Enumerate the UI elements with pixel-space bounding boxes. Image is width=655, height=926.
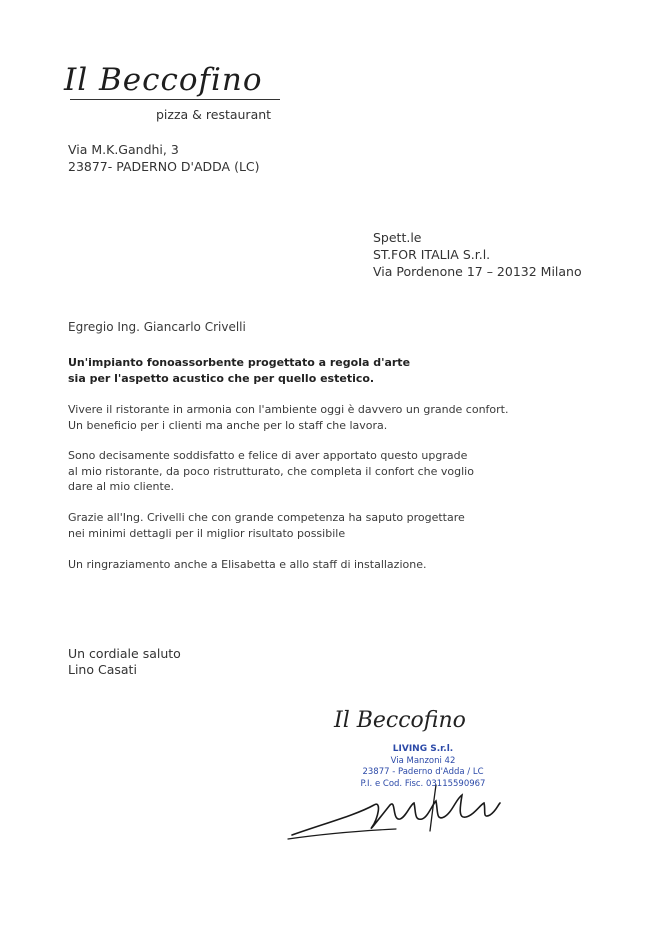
signer-name: Lino Casati bbox=[68, 662, 137, 677]
paragraph-3 bbox=[68, 510, 608, 541]
stamp-street: Via Manzoni 42 bbox=[390, 755, 456, 766]
paragraph-line: Sono decisamente soddisfatto e felice di aver apportato questo upgrade bbox=[68, 449, 468, 462]
logo-underline bbox=[70, 99, 280, 100]
paragraph-line: Grazie all'Ing. Crivelli che con grande competenza ha saputo progettare bbox=[68, 511, 465, 524]
letter-headline bbox=[68, 355, 608, 386]
recipient-company: ST.FOR ITALIA S.r.l. bbox=[373, 247, 491, 262]
paragraph-line: Un beneficio per i clienti ma anche per lo staff che lavora. bbox=[68, 418, 388, 432]
paragraph-4 bbox=[68, 557, 608, 573]
letter-greeting bbox=[68, 320, 608, 336]
paragraph-line: al mio ristorante, da poco ristrutturato, che completa il confort che voglio bbox=[68, 464, 474, 478]
stamp-logo: Il Beccofino bbox=[334, 708, 466, 733]
paragraph-line: Un ringraziamento anche a Elisabetta e allo staff di installazione. bbox=[68, 558, 427, 571]
company-stamp bbox=[338, 744, 508, 790]
restaurant-logo: Il Beccofino bbox=[64, 62, 263, 98]
paragraph-2 bbox=[68, 448, 608, 495]
stamp-city: 23877 - Paderno d'Adda / LC bbox=[362, 767, 484, 777]
paragraph-line: nei minimi dettagli per il miglior risultato possibile bbox=[68, 526, 346, 540]
greeting-text: Egregio Ing. Giancarlo Crivelli bbox=[68, 320, 246, 334]
stamp-company: LIVING S.r.l. bbox=[392, 744, 454, 754]
sender-address bbox=[68, 141, 260, 175]
headline-line: sia per l'aspetto acustico che per quello estetico. bbox=[68, 371, 375, 385]
recipient-salutation: Spett.le bbox=[373, 230, 422, 245]
sender-street: Via M.K.Gandhi, 3 bbox=[68, 142, 179, 157]
logo-tagline: pizza & restaurant bbox=[156, 107, 272, 122]
sender-city: 23877- PADERNO D'ADDA (LC) bbox=[68, 159, 260, 174]
recipient-address: Via Pordenone 17 – 20132 Milano bbox=[373, 264, 582, 279]
paragraph-line: Vivere il ristorante in armonia con l'ambiente oggi è davvero un grande confort. bbox=[68, 403, 509, 416]
closing-greeting: Un cordiale saluto bbox=[68, 646, 181, 661]
paragraph-1 bbox=[68, 402, 608, 433]
closing-block bbox=[68, 646, 181, 678]
headline-line: Un'impianto fonoassorbente progettato a regola d'arte bbox=[68, 356, 411, 369]
paragraph-line: dare al mio cliente. bbox=[68, 480, 175, 493]
stamp-tax-id: P.I. e Cod. Fisc. 03115590967 bbox=[360, 778, 486, 789]
recipient-block bbox=[373, 229, 582, 280]
